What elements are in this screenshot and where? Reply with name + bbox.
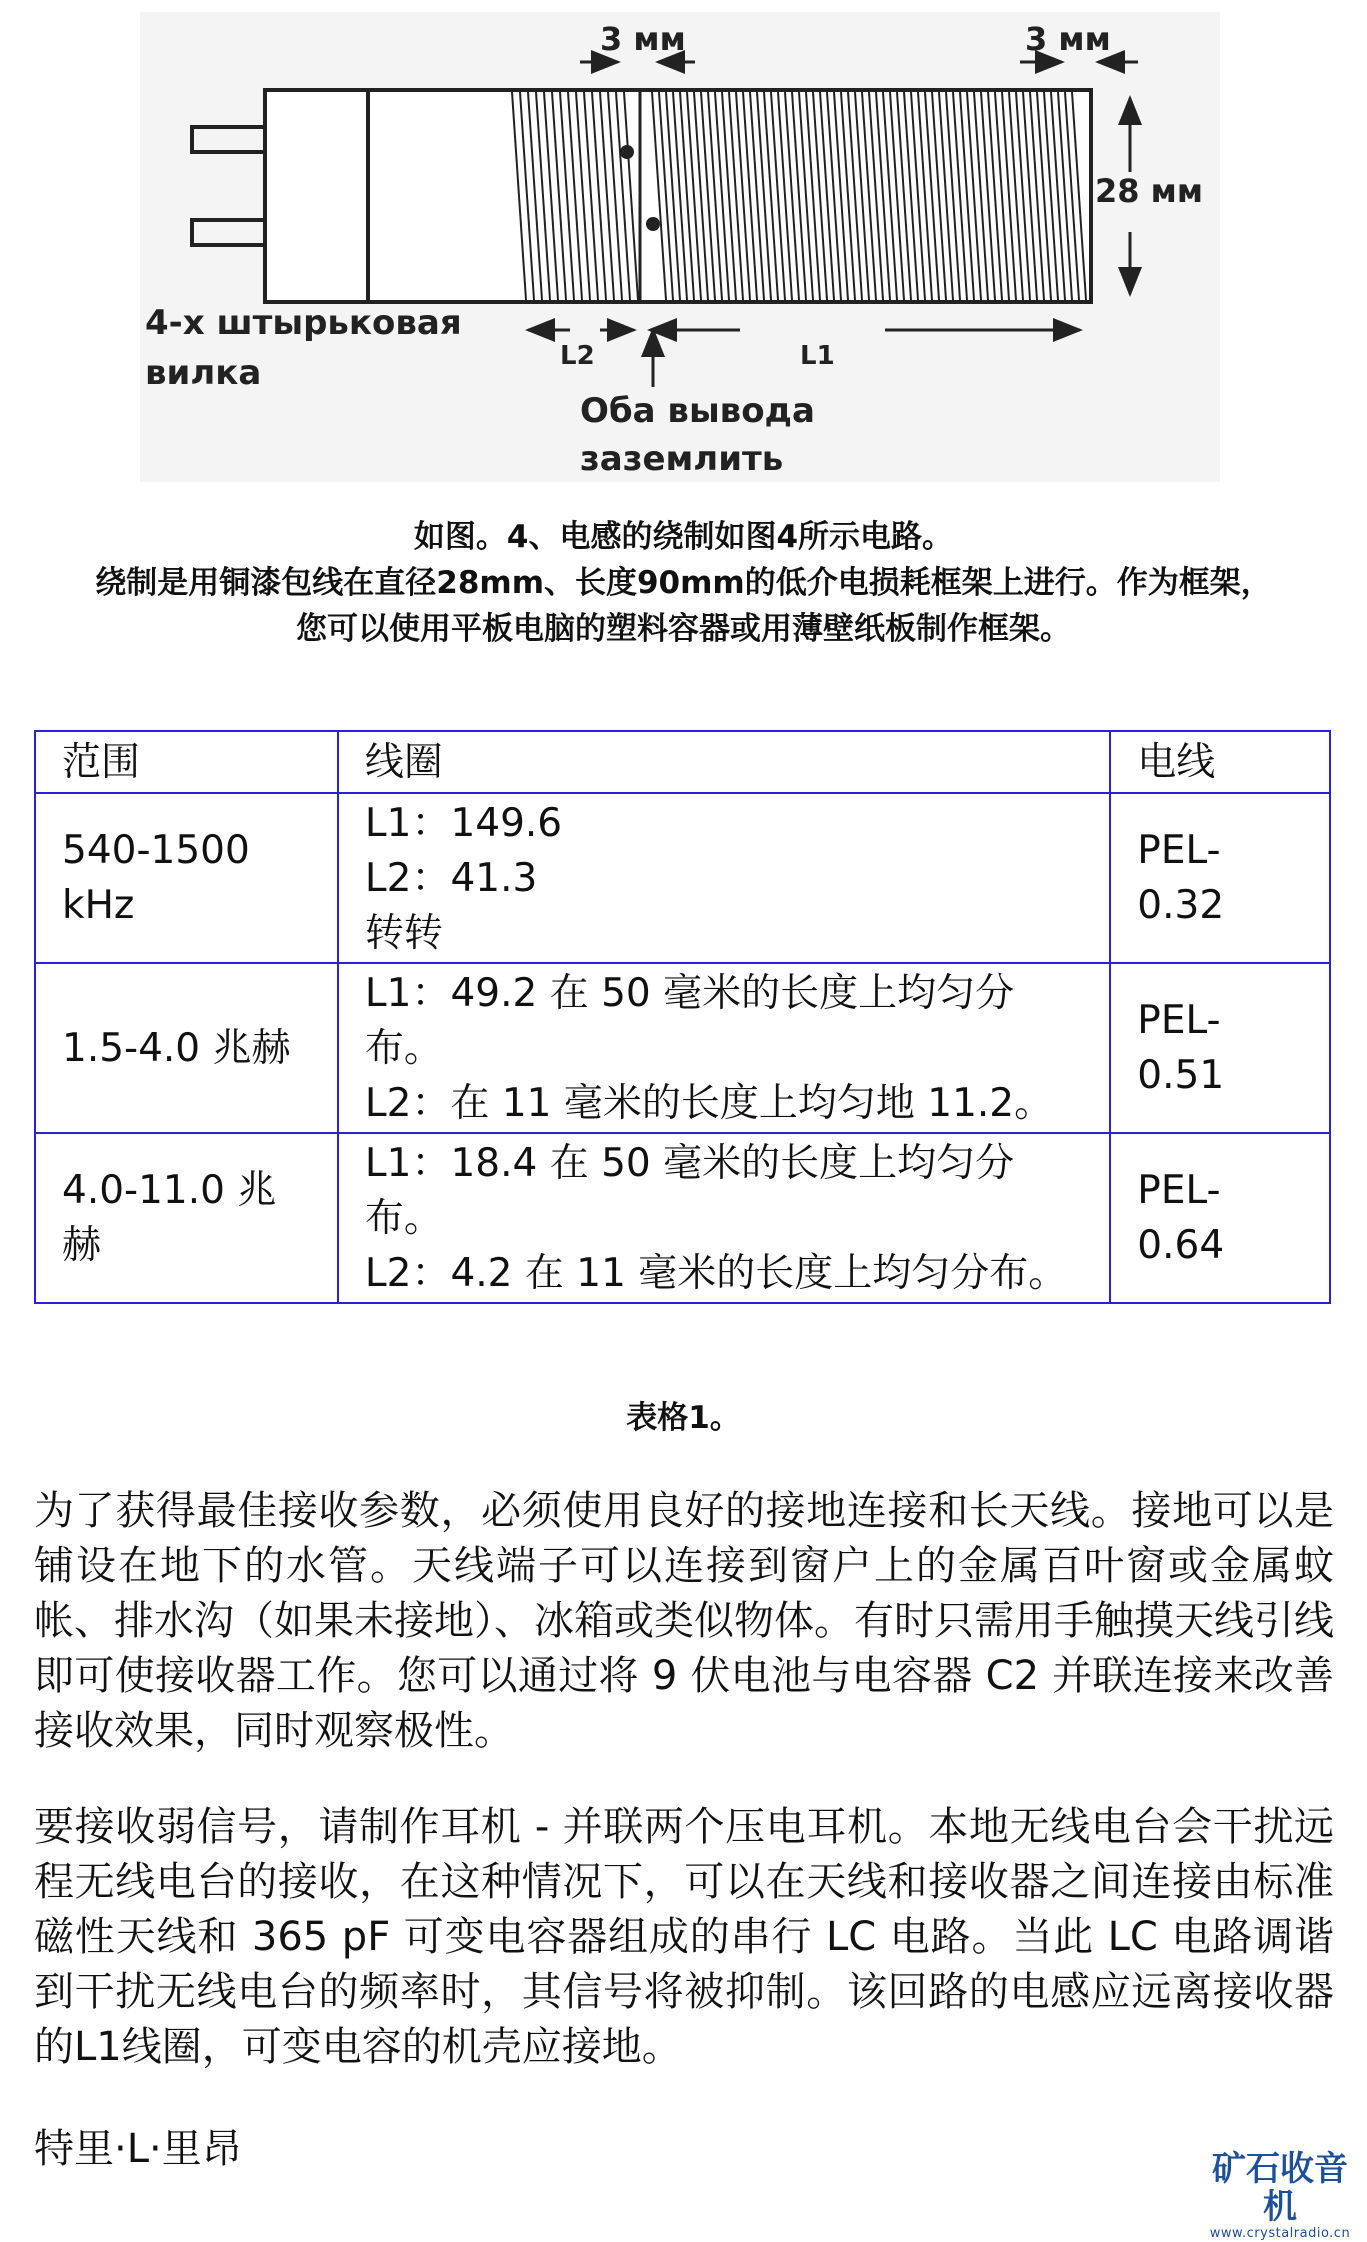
plug-label-line2: вилка <box>145 353 262 393</box>
table-row <box>35 793 1330 963</box>
tap-dot-bottom <box>646 217 660 231</box>
coil-line: L1：149.6 <box>364 800 563 846</box>
paragraph: 为了获得最佳接收参数，必须使用良好的接地连接和长天线。接地可以是铺设在地下的水管。天线端子可以连接到窗户上的金属百叶窗或金属蚊帐、排水沟（如果未接地）、冰箱或类似物体。有时只需用手触摸天线引线即可使接收器工作。您可以通过将 9 伏电池与电容器 C2 并联连接来改善接收效果，同时观察极性。 <box>34 1488 1334 1754</box>
cell-coil <box>338 963 1110 1133</box>
table-row <box>35 963 1330 1133</box>
logo-url: www.crystalradio.cn <box>1209 2226 1351 2241</box>
header-range: 范围 <box>35 731 338 793</box>
wire-text: PEL-0.32 <box>1137 828 1225 928</box>
dim-3mm-left-label: 3 мм <box>600 20 686 58</box>
cell-coil <box>338 793 1110 963</box>
site-logo <box>1196 2149 1364 2241</box>
figure-caption-line3: 您可以使用平板电脑的塑料容器或用薄壁纸板制作框架。 <box>296 611 1071 647</box>
table-header-row <box>35 731 1330 793</box>
cell-wire <box>1110 793 1330 963</box>
ground-label-line1: Оба вывода <box>580 391 815 431</box>
table-caption: 表格1。 <box>626 1400 741 1436</box>
table-row <box>35 1133 1330 1303</box>
wire-text: PEL-0.64 <box>1137 1168 1225 1268</box>
coil-line: L1：49.2 在 50 毫米的长度上均匀分布。 <box>364 970 1015 1071</box>
dim-28mm-label: 28 мм <box>1095 172 1203 210</box>
cell-range <box>35 793 338 963</box>
wire-text: PEL-0.51 <box>1137 998 1225 1098</box>
dim-3mm-right-label: 3 мм <box>1025 20 1111 58</box>
coil-line: L1：18.4 在 50 毫米的长度上均匀分布。 <box>364 1140 1015 1241</box>
tap-dot-top <box>620 145 634 159</box>
figure-caption-line1: 如图。4、电感的绕制如图4所示电路。 <box>413 519 954 555</box>
header-coil: 线圈 <box>338 731 1110 793</box>
range-text: 540-1500 kHz <box>62 828 250 928</box>
coil-line: L2：41.3 <box>364 855 538 901</box>
l2-label: L2 <box>560 341 595 371</box>
ground-label-line2: заземлить <box>580 439 784 479</box>
cell-wire <box>1110 1133 1330 1303</box>
winding-table <box>34 730 1331 1304</box>
coil-line: L2：在 11 毫米的长度上均匀地 11.2。 <box>364 1080 1054 1126</box>
author: 特里·L·里昂 <box>34 2126 242 2172</box>
l1-label: L1 <box>800 341 835 371</box>
plug-label-line1: 4-х штырьковая <box>145 303 462 343</box>
coil-diagram-svg <box>140 12 1220 482</box>
figure-caption-line2: 绕制是用铜漆包线在直径28mm、长度90mm的低介电损耗框架上进行。作为框架， <box>95 565 1272 601</box>
logo-title: 矿石收音机 <box>1212 2149 1348 2227</box>
range-text: 1.5-4.0 兆赫 <box>62 1025 291 1071</box>
cell-range <box>35 1133 338 1303</box>
coil-diagram <box>140 12 1220 482</box>
paragraph: 要接收弱信号，请制作耳机 - 并联两个压电耳机。本地无线电台会干扰远程无线电台的接收，在这种情况下，可以在天线和接收器之间连接由标准磁性天线和 365 pF 可变电容器组成的串行 LC 电路。当此 LC 电路调谐到干扰无线电台的频率时，其信号将被抑制。该回路的电感应远离接收器的L1线圈，可变电容的机壳应接地。 <box>34 1804 1334 2070</box>
coil-line: L2：4.2 在 11 毫米的长度上均匀分布。 <box>364 1250 1068 1296</box>
cell-range <box>35 963 338 1133</box>
cell-coil <box>338 1133 1110 1303</box>
header-wire: 电线 <box>1110 731 1330 793</box>
coil-line: 转转 <box>364 910 443 956</box>
range-text: 4.0-11.0 兆赫 <box>62 1168 277 1268</box>
cell-wire <box>1110 963 1330 1133</box>
